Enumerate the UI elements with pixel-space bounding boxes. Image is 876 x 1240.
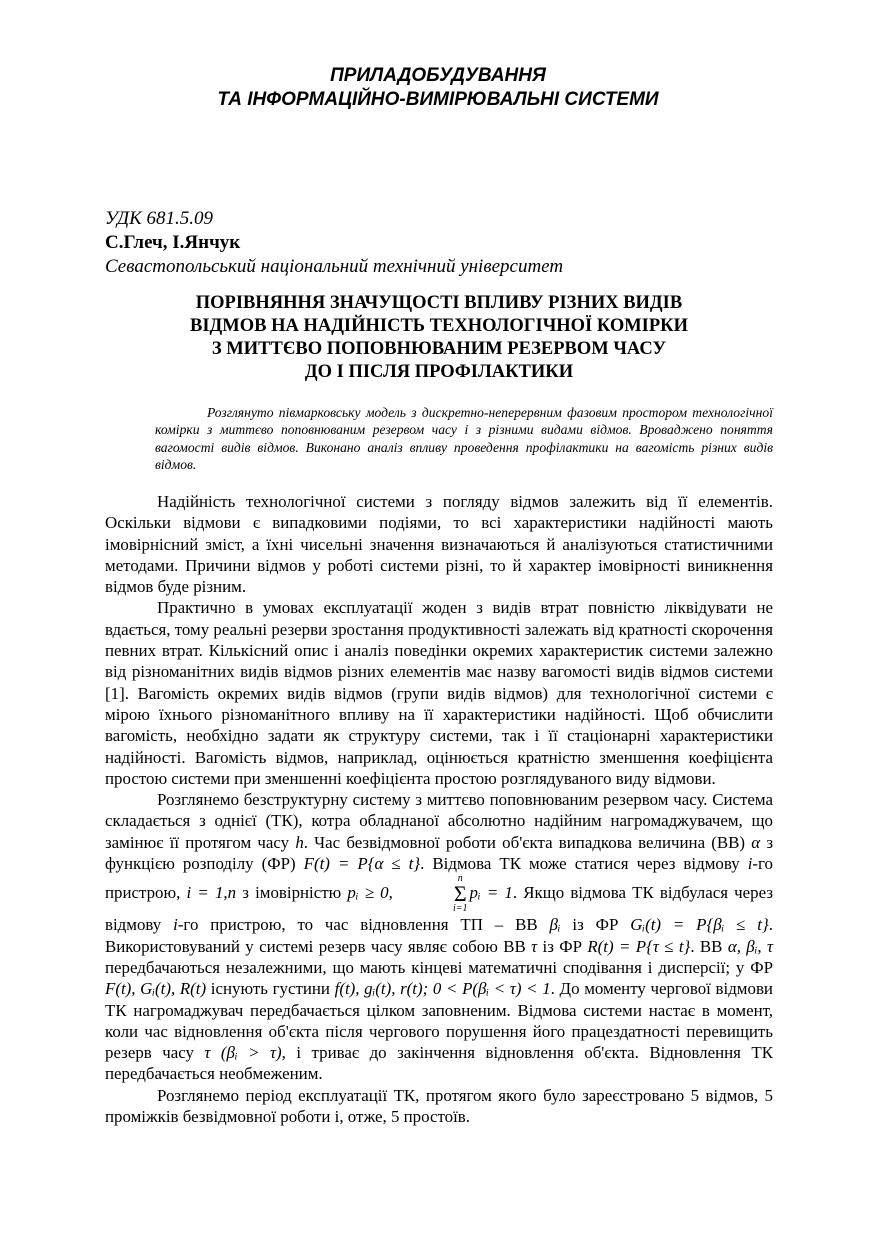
paragraph-1: Надійність технологічної системи з погляду відмов залежить від її елементів. Оскільки відмови є випадковими подіями, то всі характеристики надійності мають імовірнісний зміст, а їхні чисельні значення визначаються й аналізуються статистичними методами. Причини відмов у роботі системи різні, то й характер імовірності виникнення відмов буде різним. [105, 492, 773, 597]
text-run: -го пристрою, то час відновлення ТП – ВВ [177, 915, 550, 935]
authors: С.Глеч, І.Янчук [105, 232, 241, 253]
paragraph-3 [105, 789, 773, 1085]
paragraph-4: Розглянемо період експлуатації ТК, протягом якого було зареєстровано 5 відмов, 5 проміжків безвідмовної роботи і, отже, 5 простоїв. [105, 1085, 773, 1127]
math-index-range: i = 1,n [186, 883, 237, 903]
text-run: з функцією розподілу (ФР) [105, 832, 773, 874]
text-run: існують густини [206, 979, 335, 999]
text-run: . Якщо відмова ТК відбулася через відмову [105, 883, 773, 935]
sum-symbol [401, 874, 468, 914]
text-run: , і триває до закінчення відновлення об'єкта. Відновлення ТК передбачається необмеженим. [105, 1043, 773, 1084]
udc-code: УДК 681.5.09 [105, 208, 213, 229]
math-variables: α, βᵢ, τ [727, 936, 774, 956]
text-run: . До моменту чергової відмови ТК нагромаджувач передбачається цілком заповненим. Відмова системи настає в момент, коли час відновлення об'єкта після чергового порушення його працездатності перевищить резерв часу [105, 979, 773, 1063]
article-title-line-2: ВІДМОВ НА НАДІЙНІСТЬ ТЕХНОЛОГІЧНОЇ КОМІРКИ [189, 316, 688, 336]
sum-upper-limit: n [457, 873, 463, 885]
math-functions: F(t), Gᵢ(t), R(t) [105, 979, 207, 999]
math-densities: f(t), gᵢ(t), r(t); [334, 979, 429, 999]
text-run: . Час безвідмовної роботи об'єкта випадкова величина (ВВ) [303, 832, 752, 852]
text-run: . ВВ [690, 936, 728, 956]
text-run: із ФР [560, 915, 631, 935]
affiliation: Севастопольський національний технічний університет [105, 256, 564, 277]
math-i: i [173, 915, 178, 935]
math-distribution-G: Gᵢ(t) = P{βᵢ ≤ t} [630, 915, 769, 935]
journal-title-line-1: ПРИЛАДОБУДУВАННЯ [330, 65, 546, 86]
text-run: із ФР [537, 936, 588, 956]
math-beta: βᵢ [549, 915, 561, 935]
math-probability: pᵢ ≥ 0, [347, 883, 393, 903]
math-i: i [747, 854, 753, 874]
math-h: h [295, 832, 304, 852]
journal-title-line-2: ТА ІНФОРМАЦІЙНО-ВИМІРЮВАЛЬНІ СИСТЕМИ [217, 89, 659, 110]
text-run: . Використовуваний у системі резерв часу являє собою ВВ [105, 915, 773, 956]
text-run: з імовірністю [236, 883, 348, 903]
abstract [155, 404, 773, 474]
article-title-line-3: З МИТТЄВО ПОПОВНЮВАНИМ РЕЗЕРВОМ ЧАСУ [211, 339, 667, 359]
text-run: -го пристрою, [105, 854, 773, 903]
sum-lower-limit: i=1 [453, 903, 468, 915]
math-sum-equation: pᵢ = 1 [469, 883, 513, 903]
math-distribution-R: R(t) = P{τ ≤ t} [587, 936, 691, 956]
math-inequality: 0 < P(βᵢ < τ) < 1 [432, 979, 551, 999]
paragraph-2: Практично в умовах експлуатації жоден з видів втрат повністю ліквідувати не вдається, тому реальні резерви зростання продуктивності залежать від кратності скорочення певних втрат. Кількісний опис і аналіз поведінки окремих характеристик системи залежно від різноманітних видів відмов різних елементів має назву вагомості видів відмов системи [1]. Вагомість окремих видів відмов (групи видів відмов) для технологічної системи є мірою їхнього різноманітного впливу на її характеристики надійності. Щоб обчислити вагомість, необхідно задати як структуру системи, так і її стаціонарні характеристики надійності. Вагомість відмов, наприклад, оцінюється кратністю зменшення коефіцієнта простою системи при зменшенні коефіцієнта простою розглядуваного виду відмови. [105, 598, 773, 788]
text-run: Розглянемо безструктурну систему з миттєво поповнюваним резервом часу. Система складається з однієї (ТК), котра обладнаної абсолютно надійним нагромаджувачем, що замінює її протягом часу [105, 790, 773, 852]
article-body [105, 491, 773, 1127]
article-title-line-1: ПОРІВНЯННЯ ЗНАЧУЩОСТІ ВПЛИВУ РІЗНИХ ВИДІВ [195, 293, 683, 313]
sigma-glyph: Σ [453, 881, 467, 907]
abstract-text: Розглянуто півмарковську модель з дискретно-неперервним фазовим простором технологічної комірки з миттєво поповнюваним резервом часу і з різними видами відмов. Вроваджено поняття вагомості видів відмов. Виконано аналіз впливу проведення профілактики на вагомість різних видів відмов. [155, 405, 773, 473]
math-tau: τ [531, 936, 538, 956]
math-alpha: α [751, 832, 761, 852]
article-title [105, 292, 773, 384]
journal-section-title [0, 64, 876, 112]
math-distribution-F: F(t) = P{α ≤ t} [303, 854, 421, 874]
math-condition: τ (βᵢ > τ) [204, 1043, 282, 1063]
article-title-line-4: ДО І ПІСЛЯ ПРОФІЛАКТИКИ [304, 362, 574, 382]
text-run: . Відмова ТК може статися через відмову [420, 854, 748, 874]
text-run: передбачаються незалежними, що мають кінцеві математичні сподівання і дисперсії; у ФР [105, 957, 773, 977]
